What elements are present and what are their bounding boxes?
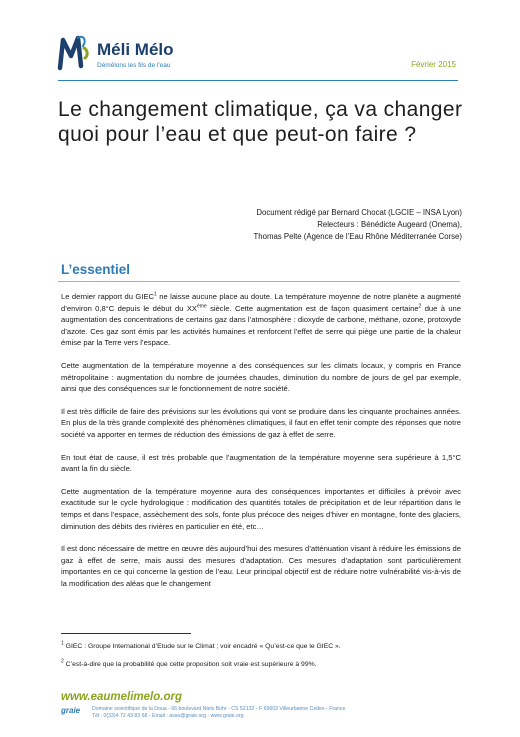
graie-logo: graie: [61, 706, 81, 715]
meli-melo-logo-icon: [57, 30, 89, 72]
paragraph: Il est très difficile de faire des prévisions sur les évolutions qui vont se produire dans les cinquante prochaines années. En plus de la très grande complexité des phénomènes climatiques, il faut en effet tenir compte des réponses que notre société va apporter en termes de réduction des émissions de gaz à effet de serre.: [61, 406, 461, 439]
footnote: $^1$ GIEC : Groupe International d’Etude sur le Climat ; voir encadré « Qu’est-ce que le GIEC ».: [61, 640, 341, 650]
header-divider: [58, 80, 458, 81]
body-text: [61, 291, 461, 600]
reviewer-line: Thomas Pelte (Agence de l’Eau Rhône Méditerranée Corse): [253, 232, 462, 241]
footnote-ref[interactable]: 2: [418, 303, 422, 310]
authors-block: [122, 207, 462, 243]
footer-address: Domaine scientifique de la Doua - 66 boulevard Niels Bohr - CS 52132 - F 69603 Villeurbanne Cedex - France Tél : 0(33)4 72 43 83 68 - Email : asso@graie.org - www.graie.org: [92, 706, 346, 719]
website-link[interactable]: www.eaumelimelo.org: [61, 691, 182, 703]
brand-tagline: Démêlons les fils de l'eau: [97, 62, 171, 69]
brand-name: Méli Mélo: [97, 40, 174, 59]
footnote-ref[interactable]: 1: [154, 291, 157, 298]
paragraph: Cette augmentation de la température moyenne aura des conséquences importantes et difficiles à prévoir avec exactitude sur le cycle hydrologique : modification des quantités totales de précipitation et de leur répartition dans le temps et dans l’espace, assèchement des sols, fonte plus précoce des neiges d’hiver en montagne, fonte des glaciers, diminution des débits des rivières en particulier en été, etc…: [61, 486, 461, 531]
document-title: Le changement climatique, ça va changer quoi pour l’eau et que peut-on faire ?: [58, 98, 463, 146]
reviewer-line: Relecteurs : Bénédicte Augeard (Onema),: [317, 220, 462, 229]
footnote-divider: [61, 633, 191, 634]
paragraph: Le dernier rapport du GIEC$^1$ ne laisse aucune place au doute. La température moyenne de notre planète a augmenté d’environ 0,8°C depuis le début du XXème siècle. Cette augmentation est de façon quasiment certaine$^2$ due à une augmentation des concentrations de certains gaz dans l’atmosphère : dioxyde de carbone, méthane, ozone, protoxyde d’azote. Ces gaz sont émis par les activités humaines et renforcent l’effet de serre qui piège une partie de la chaleur émise par la Terre vers l’espace.: [61, 291, 461, 348]
publication-date: Février 2015: [411, 60, 456, 69]
section-heading: L’essentiel: [61, 262, 131, 277]
footnote: $^2$ C’est-à-dire que la probabilité que cette proposition soit vraie est supérieure à 99%.: [61, 658, 317, 668]
author-line: Document rédigé par Bernard Chocat (LGCIE – INSA Lyon): [256, 208, 462, 217]
section-divider: [58, 281, 460, 282]
paragraph: Il est donc nécessaire de mettre en œuvre dès aujourd’hui des mesures d’atténuation visant à réduire les émissions de gaz à effet de serre, mais aussi des mesures d’adaptation. Ces mesures d’adaptation sont particulièrement importantes en ce qui concerne la gestion de l’eau. Leur principal objectif est de réduire notre vulnérabilité vis-à-vis de la modification des aléas que le changement: [61, 544, 461, 588]
paragraph: Cette augmentation de la température moyenne a des conséquences sur les climats locaux, y compris en France métropolitaine : augmentation du nombre de journées chaudes, diminution du nombre de jours de gel par exemple, ainsi que des conséquences sur le fonctionnement de notre société.: [61, 360, 461, 394]
paragraph: En tout état de cause, il est très probable que l’augmentation de la température moyenne sera supérieure à 1,5°C avant la fin du siècle.: [61, 452, 461, 474]
